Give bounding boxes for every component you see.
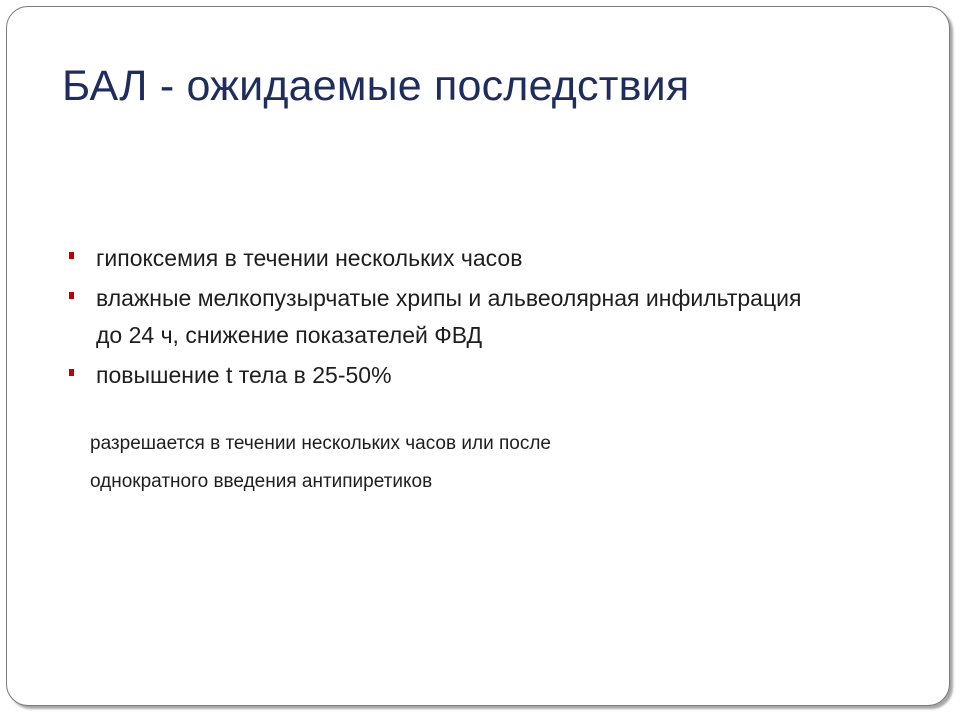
note-paragraph [90, 425, 551, 501]
square-bullet-icon [69, 292, 74, 299]
bullet-list [68, 240, 828, 397]
note-line: разрешается в течении нескольких часов или после [90, 433, 551, 454]
bullet-text: повышение t тела в 25-50% [96, 362, 392, 388]
bullet-item [68, 357, 828, 394]
note-line: однократного введения антипиретиков [90, 471, 433, 492]
bullet-text: гипоксемия в течении нескольких часов [96, 245, 523, 271]
bullet-text: влажные мелкопузырчатые хрипы и альвеолярная инфильтрация до 24 ч, снижение показателей ФВД [96, 285, 802, 348]
slide-title: БАЛ - ожидаемые последствия [62, 62, 690, 110]
square-bullet-icon [69, 369, 74, 376]
bullet-item [68, 240, 828, 277]
bullet-item [68, 280, 828, 354]
square-bullet-icon [69, 252, 74, 259]
